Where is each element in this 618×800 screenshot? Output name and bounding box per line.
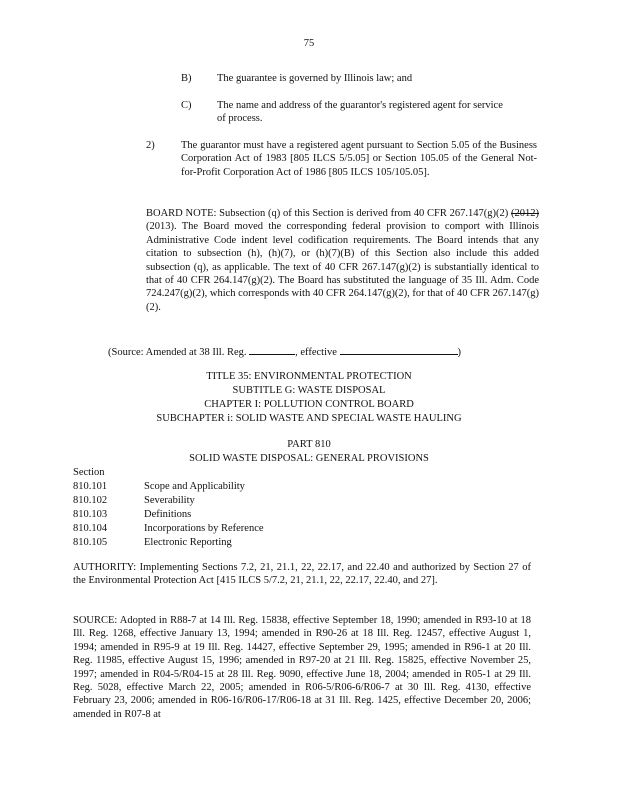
item-2-label: 2) (146, 140, 155, 151)
source-prefix: (Source: Amended at 38 Ill. Reg. (108, 347, 247, 358)
board-note-text-a: BOARD NOTE: Subsection (q) of this Section is derived from 40 CFR 267.147(g)(2) (146, 208, 511, 219)
reg-page-blank (249, 344, 295, 355)
page-number: 75 (303, 38, 315, 49)
toc-section-number: 810.103 (73, 509, 108, 520)
part-heading: PART 810 (287, 439, 331, 450)
toc-section-title: Severability (144, 495, 195, 506)
toc-section-number: 810.101 (73, 481, 108, 492)
toc-row (73, 522, 264, 535)
source-suffix: ) (457, 347, 462, 358)
item-b-text: The guarantee is governed by Illinois law; and (217, 73, 413, 84)
toc-section-number: 810.102 (73, 495, 108, 506)
item-2-text: The guarantor must have a registered agent pursuant to Section 5.05 of the Business Corporation Act of 1983 [805 ILCS 5/5.05] or Section 105.05 of the General Not-for-Profit Corporation Act of 1986 [805 ILCS 105/105.05]. (181, 140, 537, 178)
item-c-text: The name and address of the guarantor's registered agent for service of process. (217, 100, 503, 125)
source-amendment-line (108, 344, 461, 359)
toc-row (73, 536, 232, 549)
authority-paragraph: AUTHORITY: Implementing Sections 7.2, 21, 21.1, 22, 22.17, and 22.40 and authorized by Section 27 of the Environmental Protection Act [415 ILCS 5/7.2, 21, 21.1, 22, 22.17, 22.40, and 27]. (73, 562, 531, 587)
item-b-label: B) (181, 73, 192, 84)
source-history-paragraph: SOURCE: Adopted in R88-7 at 14 Ill. Reg. 15838, effective September 18, 1990; amended in R93-10 at 18 Ill. Reg. 1268, effective January 13, 1994; amended in R90-26 at 18 Ill. Reg. 12457, effective August 1, 1994; amended in R95-9 at 19 Ill. Reg. 14427, effective September 29, 1995; amended in R96-1 at 20 Ill. Reg. 11985, effective August 15, 1996; amended in R97-20 at 21 Ill. Reg. 15825, effective November 25, 1997; amended in R04-5/R04-15 at 28 Ill. Reg. 9090, effective June 18, 2004; amended in R05-1 at 29 Ill. Reg. 5028, effective March 22, 2005; amended in R06-5/R06-6/R06-7 at 30 Ill. Reg. 4130, effective February 23, 2006; amended in R06-16/R06-17/R06-18 at 31 Ill. Reg. 1425, effective December 20, 2006; amended in R07-8 at (73, 615, 531, 720)
item-c-label: C) (181, 100, 192, 111)
chapter-heading: CHAPTER I: POLLUTION CONTROL BOARD (204, 399, 414, 410)
toc-section-number: 810.104 (73, 523, 108, 534)
source-effective: , effective (295, 347, 337, 358)
toc-row (73, 494, 195, 507)
part-title-heading: SOLID WASTE DISPOSAL: GENERAL PROVISIONS (189, 453, 429, 464)
toc-section-title: Electronic Reporting (144, 537, 232, 548)
toc-section-title: Scope and Applicability (144, 481, 245, 492)
toc-row (73, 508, 191, 521)
toc-header: Section (73, 467, 105, 478)
toc-row (73, 480, 245, 493)
board-note-struck-year: (2012) (511, 208, 539, 219)
board-note-text-b: (2013). The Board moved the corresponding federal provision to comport with Illinois Administrative Code indent level codification requirements. The Board intends that any citation to subsection (h), (h)(7), or (h)(7)(B) of this Section also include this added subsection (q), as applicable. The text of 40 CFR 267.147(g)(2) is substantially identical to that of 40 CFR 264.147(g)(2). The Board has substituted the language of 35 Ill. Adm. Code 724.247(g)(2), which corresponds with 40 CFR 264.147(g)(2), for that of 40 CFR 267.147(g)(2). (146, 221, 539, 313)
subtitle-heading: SUBTITLE G: WASTE DISPOSAL (232, 385, 386, 396)
toc-section-title: Incorporations by Reference (144, 523, 264, 534)
toc-section-number: 810.105 (73, 537, 108, 548)
board-note (146, 207, 539, 314)
toc-section-title: Definitions (144, 509, 192, 520)
subchapter-heading: SUBCHAPTER i: SOLID WASTE AND SPECIAL WASTE HAULING (156, 413, 462, 424)
effective-date-blank (340, 344, 458, 355)
title-heading: TITLE 35: ENVIRONMENTAL PROTECTION (206, 371, 412, 382)
